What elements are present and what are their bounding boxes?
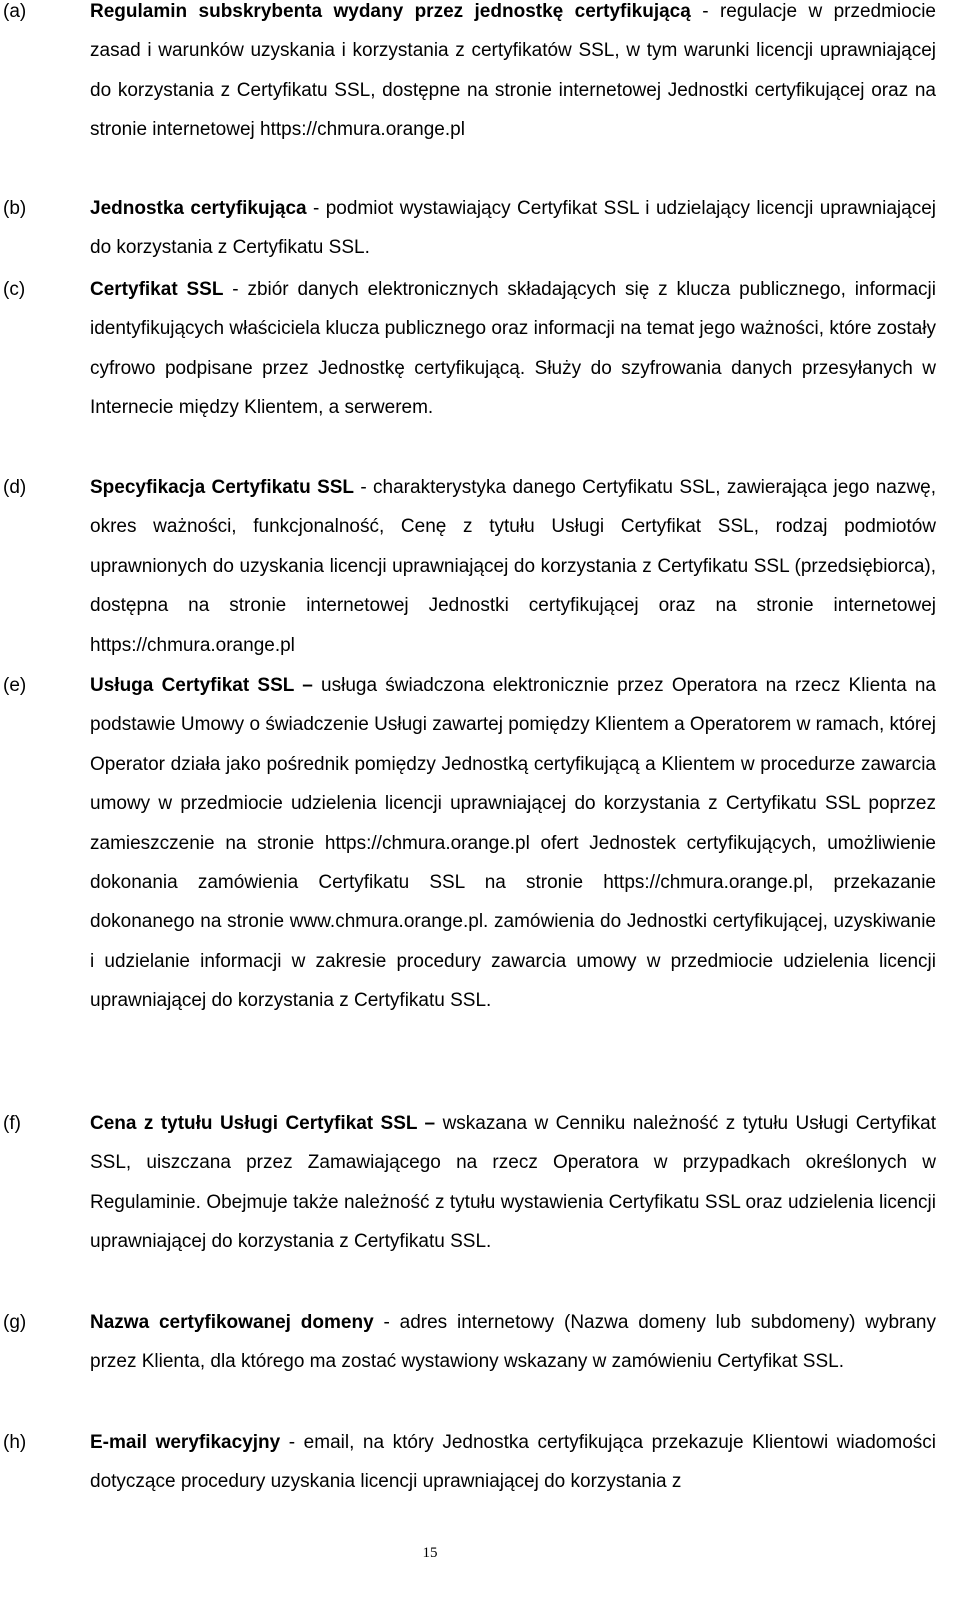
definition-body (90, 270, 936, 428)
definition-marker: (c) (3, 279, 26, 300)
definition-body (90, 666, 936, 1021)
definition-term: Certyfikat SSL (90, 279, 224, 300)
definition-term: Nazwa certyfikowanej domeny (90, 1312, 374, 1333)
definition-marker: (d) (3, 477, 27, 498)
definition-term: Regulamin subskrybenta wydany przez jednostkę certyfikującą (90, 1, 691, 22)
definition-body (90, 0, 936, 150)
page-number: 15 (422, 1545, 438, 1561)
definition-marker: (e) (3, 675, 27, 696)
definition-text: - podmiot wystawiający Certyfikat SSL i udzielający licencji uprawniającej do korzystania z Certyfikatu SSL. (90, 198, 936, 259)
definition-text: usługa świadczona elektronicznie przez Operatora na rzecz Klienta na podstawie Umowy o świadczenie Usługi zawartej pomiędzy Klientem a Operatorem w ramach, której Operator działa jako pośrednik pomiędzy Jednostką certyfikującą a Klientem w procedurze zawarcia umowy w przedmiocie udzielenia licencji uprawniającej do korzystania z Certyfikatu SSL poprzez zamieszczenie na stronie https://chmura.orange.pl ofert Jednostek certyfikujących, umożliwienie dokonania zamówienia Certyfikatu SSL na stronie https://chmura.orange.pl, przekazanie dokonanego na stronie www.chmura.orange.pl. zamówienia do Jednostki certyfikującej, uzyskiwanie i udzielanie informacji w zakresie procedury zawarcia umowy w przedmiocie udzielenia licencji uprawniającej do korzystania z Certyfikatu SSL. (90, 675, 936, 1012)
definition-body (90, 468, 936, 665)
definition-text: - adres internetowy (Nazwa domeny lub subdomeny) wybrany przez Klienta, dla którego ma zostać wystawiony wskazany w zamówieniu Certyfikat SSL. (90, 1312, 936, 1373)
definition-text: - zbiór danych elektronicznych składających się z klucza publicznego, informacji identyfikujących właściciela klucza publicznego oraz informacji na temat jego ważności, które zostały cyfrowo podpisane przez Jednostkę certyfikującą. Służy do szyfrowania danych przesyłanych w Internecie między Klientem, a serwerem. (90, 279, 936, 419)
definition-marker: (f) (3, 1113, 21, 1134)
definition-term: Specyfikacja Certyfikatu SSL (90, 477, 355, 498)
definition-marker: (g) (3, 1312, 27, 1333)
definition-text: - charakterystyka danego Certyfikatu SSL, zawierająca jego nazwę, okres ważności, funkcjonalność, Cenę z tytułu Usługi Certyfikat SSL, rodzaj podmiotów uprawnionych do uzyskania licencji uprawniającej do korzystania z Certyfikatu SSL (przedsiębiorca), dostępna na stronie internetowej Jednostki certyfikującej oraz na stronie internetowej https://chmura.orange.pl (90, 477, 937, 656)
definition-text: wskazana w Cenniku należność z tytułu Usługi Certyfikat SSL, uiszczana przez Zamawiającego na rzecz Operatora w przypadkach określonych w Regulaminie. Obejmuje także należność z tytułu wystawienia Certyfikatu SSL oraz udzielenia licencji uprawniającej do korzystania z Certyfikatu SSL. (90, 1113, 937, 1253)
definition-body (90, 189, 936, 268)
definition-marker: (b) (3, 198, 27, 219)
definition-text: - regulacje w przedmiocie zasad i warunków uzyskania i korzystania z certyfikatów SSL, w tym warunki licencji uprawniającej do korzystania z Certyfikatu SSL, dostępne na stronie internetowej Jednostki certyfikującej oraz na stronie internetowej https://chmura.orange.pl (90, 1, 936, 141)
definition-body (90, 1104, 936, 1262)
definition-body (90, 1423, 936, 1502)
definition-body (90, 1303, 936, 1382)
definition-term: Jednostka certyfikująca (90, 198, 307, 219)
definition-marker: (a) (3, 1, 27, 22)
definition-text: - email, na który Jednostka certyfikująca przekazuje Klientowi wiadomości dotyczące procedury uzyskania licencji uprawniającej do korzystania z (90, 1432, 936, 1493)
definition-marker: (h) (3, 1432, 27, 1453)
definition-term: Cena z tytułu Usługi Certyfikat SSL – (90, 1113, 436, 1134)
definition-term: Usługa Certyfikat SSL – (90, 675, 313, 696)
definition-term: E-mail weryfikacyjny (90, 1432, 281, 1453)
